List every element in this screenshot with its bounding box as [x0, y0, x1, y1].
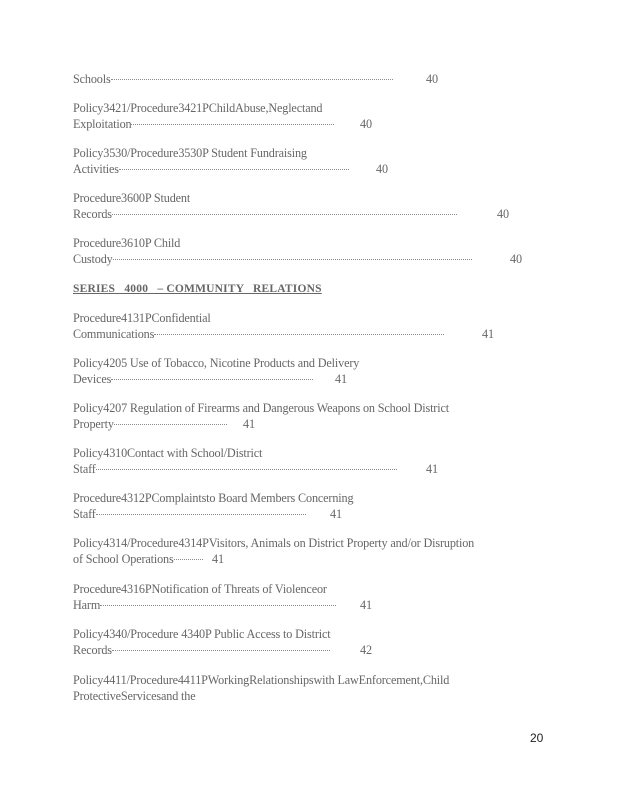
toc-entry-line: Procedure3600P Student — [73, 191, 191, 205]
toc-entry-line: Policy4205 Use of Tobacco, Nicotine Products and Delivery — [73, 356, 360, 370]
toc-page-number: 40 — [360, 117, 372, 131]
toc-entry-line: Records — [73, 207, 457, 222]
toc-page-number: 41 — [335, 372, 347, 386]
toc-page-number: 41 — [426, 462, 438, 476]
toc-page-number: 41 — [212, 552, 224, 566]
toc-entry-line: Activities — [73, 162, 349, 177]
toc-entry-line: Procedure4131PConfidential — [73, 311, 211, 325]
toc-page-number: 40 — [510, 252, 522, 266]
toc-entry-line: Policy4411/Procedure4411PWorkingRelationshipswith LawEnforcement,Child — [73, 673, 450, 687]
toc-entry-line: Policy4207 Regulation of Firearms and Dangerous Weapons on School District — [73, 401, 449, 415]
section-heading: SERIES 4000 – COMMUNITY RELATIONS — [73, 283, 322, 295]
toc-page-number: 41 — [482, 327, 494, 341]
toc-entry-line: Staff — [73, 462, 397, 477]
toc-page-number: 40 — [426, 72, 438, 86]
toc-entry-line: Exploitation — [73, 117, 334, 132]
toc-entry-line: Harm — [73, 598, 336, 613]
toc-entry-line: Procedure4316PNotification of Threats of Violenceor — [73, 582, 327, 596]
toc-entry-line: Custody — [73, 252, 472, 267]
toc-page-number: 41 — [243, 417, 255, 431]
toc-page-number: 40 — [376, 162, 388, 176]
toc-page-number: 41 — [330, 507, 342, 521]
toc-page-number: 42 — [360, 643, 372, 657]
page-number: 20 — [530, 731, 544, 745]
toc-entry-line: Devices — [73, 372, 313, 387]
toc-page-number: 40 — [497, 207, 509, 221]
toc-entry-line: Policy3530/Procedure3530P Student Fundraising — [73, 146, 307, 160]
toc-entry-line: Procedure4312PComplaintsto Board Members Concerning — [73, 491, 354, 505]
toc-entry-line: Policy4340/Procedure 4340P Public Access to District — [73, 627, 331, 641]
toc-entry-line: Schools — [73, 72, 393, 87]
toc-entry-line: Records — [73, 643, 330, 658]
toc-entry-line: Staff — [73, 507, 306, 522]
toc-entry-line: of School Operations — [73, 552, 203, 567]
toc-entry-line: Policy4310Contact with School/District — [73, 446, 263, 460]
toc-entry-line: Policy4314/Procedure4314PVisitors, Animals on District Property and/or Disruption — [73, 536, 475, 550]
toc-entry-line: Property — [73, 417, 227, 432]
toc-page-number: 41 — [360, 598, 372, 612]
toc-entry-line: Procedure3610P Child — [73, 236, 181, 250]
toc-entry-line: Communications — [73, 327, 444, 342]
toc-entry-line: ProtectiveServicesand the — [73, 689, 196, 703]
toc-entry-line: Policy3421/Procedure3421PChildAbuse,Neglectand — [73, 101, 323, 115]
